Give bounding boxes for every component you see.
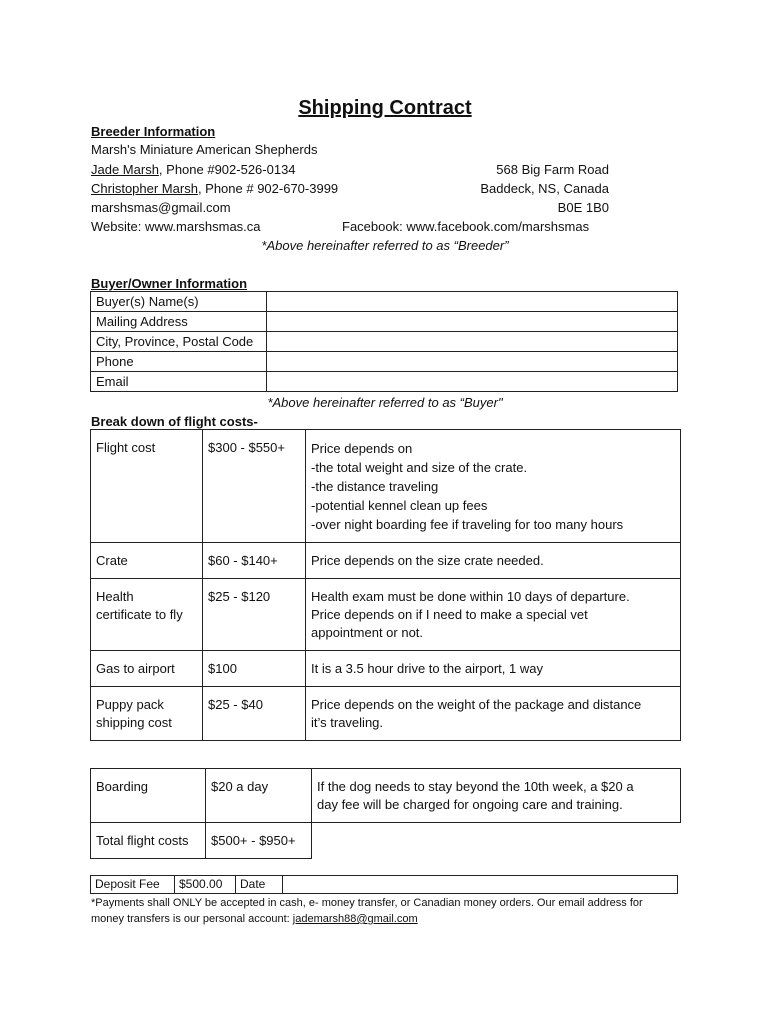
table-row	[91, 687, 681, 741]
cost-price: $100	[203, 651, 306, 687]
buyer-label: City, Province, Postal Code	[91, 332, 267, 352]
buyer-name-field[interactable]	[267, 292, 678, 312]
buyer-label: Mailing Address	[91, 312, 267, 332]
cost-price: $25 - $120	[203, 579, 306, 651]
address-line-3: B0E 1B0	[557, 200, 609, 215]
table-row	[91, 430, 681, 543]
table-row	[91, 579, 681, 651]
buyer-label: Buyer(s) Name(s)	[91, 292, 267, 312]
table-row	[91, 651, 681, 687]
cost-price: $25 - $40	[203, 687, 306, 741]
table-row	[91, 332, 678, 352]
buyer-label: Email	[91, 372, 267, 392]
boarding-price: $20 a day	[206, 769, 312, 823]
table-row	[91, 372, 678, 392]
mailing-address-field[interactable]	[267, 312, 678, 332]
kennel-name: Marsh's Miniature American Shepherds	[91, 142, 318, 157]
table-row	[91, 543, 681, 579]
costs-table	[90, 429, 681, 741]
breeder-note: *Above hereinafter referred to as “Breeder”	[261, 238, 509, 253]
cost-item: Health certificate to fly	[91, 579, 203, 651]
cost-desc: It is a 3.5 hour drive to the airport, 1 way	[306, 651, 681, 687]
date-field[interactable]	[283, 876, 678, 894]
address-line-2: Baddeck, NS, Canada	[480, 181, 609, 196]
cost-desc: Price depends on -the total weight and size of the crate. -the distance traveling -potential kennel clean up fees -over night boarding fee if traveling for too many hours	[306, 430, 681, 543]
payment-note-2	[91, 911, 418, 927]
costs-heading: Break down of flight costs-	[91, 414, 258, 429]
breeder-facebook: Facebook: www.facebook.com/marshsmas	[342, 219, 590, 234]
boarding-table	[90, 768, 681, 859]
contact-1	[91, 162, 296, 178]
cost-item: Crate	[91, 543, 203, 579]
contact-1-name: Jade Marsh	[91, 162, 159, 177]
address-line-1: 568 Big Farm Road	[496, 162, 609, 177]
deposit-table	[90, 875, 678, 894]
cost-desc: Price depends on the weight of the package and distance it’s traveling.	[306, 687, 681, 741]
total-empty	[312, 823, 681, 859]
cost-item: Gas to airport	[91, 651, 203, 687]
city-province-field[interactable]	[267, 332, 678, 352]
deposit-label: Deposit Fee	[91, 876, 175, 894]
table-row	[91, 823, 681, 859]
buyer-table	[90, 291, 678, 392]
contact-2	[91, 181, 338, 197]
breeder-website: Website: www.marshsmas.ca	[91, 219, 261, 234]
buyer-label: Phone	[91, 352, 267, 372]
total-value: $500+ - $950+	[206, 823, 312, 859]
breeder-heading: Breeder Information	[91, 124, 216, 139]
page-title: Shipping Contract	[298, 97, 472, 119]
cost-item: Puppy pack shipping cost	[91, 687, 203, 741]
contact-1-phone: , Phone #902-526-0134	[158, 162, 296, 177]
cost-price: $60 - $140+	[203, 543, 306, 579]
table-row	[91, 876, 678, 894]
table-row	[91, 769, 681, 823]
boarding-desc: If the dog needs to stay beyond the 10th week, a $20 a day fee will be charged for ongoing care and training.	[312, 769, 681, 823]
deposit-value: $500.00	[175, 876, 236, 894]
cost-desc: Health exam must be done within 10 days of departure. Price depends on if I need to make a special vet appointment or not.	[306, 579, 681, 651]
table-row	[91, 292, 678, 312]
table-row	[91, 312, 678, 332]
date-label: Date	[236, 876, 283, 894]
email-field[interactable]	[267, 372, 678, 392]
contact-2-phone: , Phone # 902-670-3999	[197, 181, 339, 196]
cost-price: $300 - $550+	[203, 430, 306, 543]
boarding-item: Boarding	[91, 769, 206, 823]
cost-desc: Price depends on the size crate needed.	[306, 543, 681, 579]
payment-note: *Payments shall ONLY be accepted in cash, e- money transfer, or Canadian money orders. Our email address for	[91, 897, 643, 909]
payment-email-link[interactable]: jademarsh88@gmail.com	[292, 913, 418, 925]
buyer-heading: Buyer/Owner Information	[91, 276, 248, 291]
total-label: Total flight costs	[91, 823, 206, 859]
cost-item: Flight cost	[91, 430, 203, 543]
breeder-email: marshsmas@gmail.com	[91, 200, 231, 215]
phone-field[interactable]	[267, 352, 678, 372]
buyer-note: *Above hereinafter referred to as “Buyer"	[267, 395, 503, 410]
payment-note-text: money transfers is our personal account:	[91, 913, 293, 925]
contact-2-name: Christopher Marsh	[91, 181, 198, 196]
table-row	[91, 352, 678, 372]
